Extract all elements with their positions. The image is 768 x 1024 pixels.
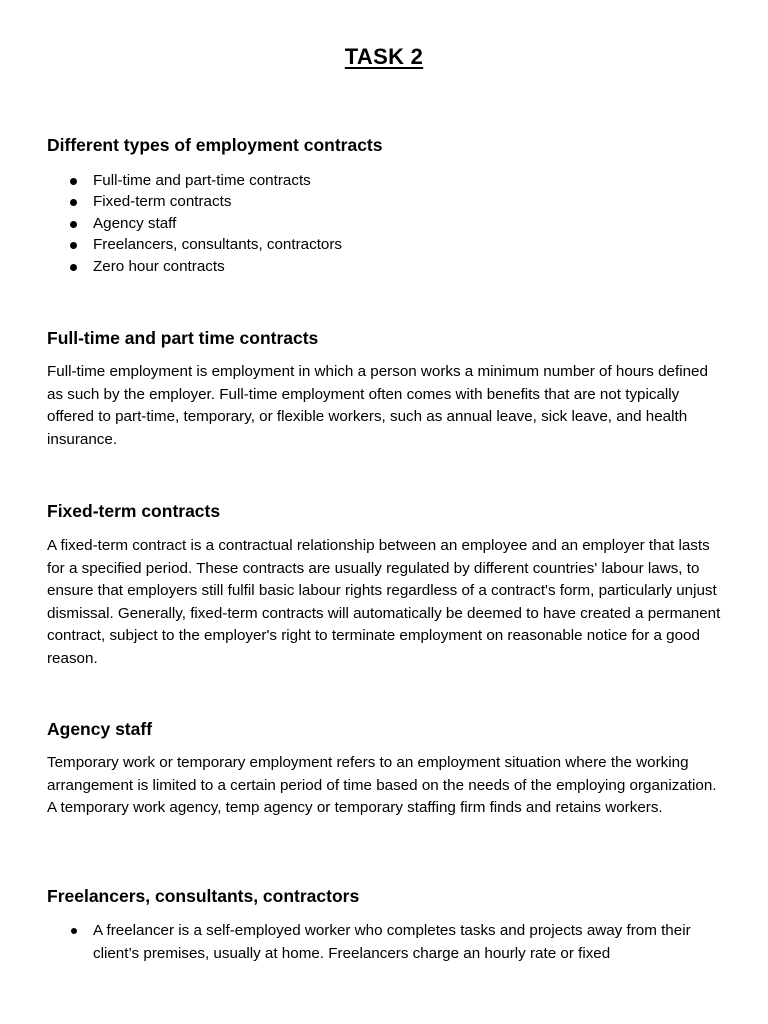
heading-fulltime: Full-time and part time contracts xyxy=(47,328,319,348)
list-item xyxy=(0,213,342,234)
heading-freelancers: Freelancers, consultants, contractors xyxy=(47,886,360,906)
bullet-icon xyxy=(70,178,77,185)
list-item-text: A freelancer is a self-employed worker who completes tasks and projects away from their client’s premises, usually at home. Freelancers charge an hourly rate or fixed xyxy=(93,922,691,962)
list-item xyxy=(0,170,342,191)
heading-agency: Agency staff xyxy=(47,719,153,739)
paragraph-fixedterm: A fixed-term contract is a contractual relationship between an employee and an employer that lasts for a specified period. These contracts are usually regulated by different countries' labour laws, to ensure that employers still fulfil basic labour rights regardless of a contract's form, particularly unjust dismissal. Generally, fixed-term contracts will automatically be deemed to have created a permanent contract, subject to the employer's right to terminate employment on reasonable notice for a good reason. xyxy=(47,537,721,667)
freelancers-list xyxy=(0,920,713,965)
heading-contract-types: Different types of employment contracts xyxy=(47,135,383,155)
paragraph-agency: Temporary work or temporary employment refers to an employment situation where the working arrangement is limited to a certain period of time based on the needs of the employing organization. A temporary work agency, temp agency or temporary staffing firm finds and retains workers. xyxy=(47,754,717,816)
list-item xyxy=(0,191,342,212)
heading-fixedterm: Fixed-term contracts xyxy=(47,501,221,521)
list-item-text: Freelancers, consultants, contractors xyxy=(93,236,343,254)
paragraph-fulltime: Full-time employment is employment in which a person works a minimum number of hours defined as such by the employer. Full-time employment often comes with benefits that are not typically offered to part-time, temporary, or flexible workers, such as annual leave, sick leave, and health insurance. xyxy=(47,363,708,448)
list-item-text: Zero hour contracts xyxy=(93,257,225,275)
document-title: TASK 2 xyxy=(344,44,424,69)
contract-types-list xyxy=(0,170,342,277)
list-item xyxy=(0,256,342,277)
bullet-icon xyxy=(70,221,77,228)
bullet-icon xyxy=(71,928,77,934)
bullet-icon xyxy=(70,264,77,271)
list-item-text: Agency staff xyxy=(93,214,177,232)
list-item-text: Full-time and part-time contracts xyxy=(93,172,311,189)
list-item xyxy=(0,920,713,965)
list-item xyxy=(0,234,342,255)
bullet-icon xyxy=(70,199,77,206)
bullet-icon xyxy=(70,242,77,249)
list-item-text: Fixed-term contracts xyxy=(93,193,232,211)
